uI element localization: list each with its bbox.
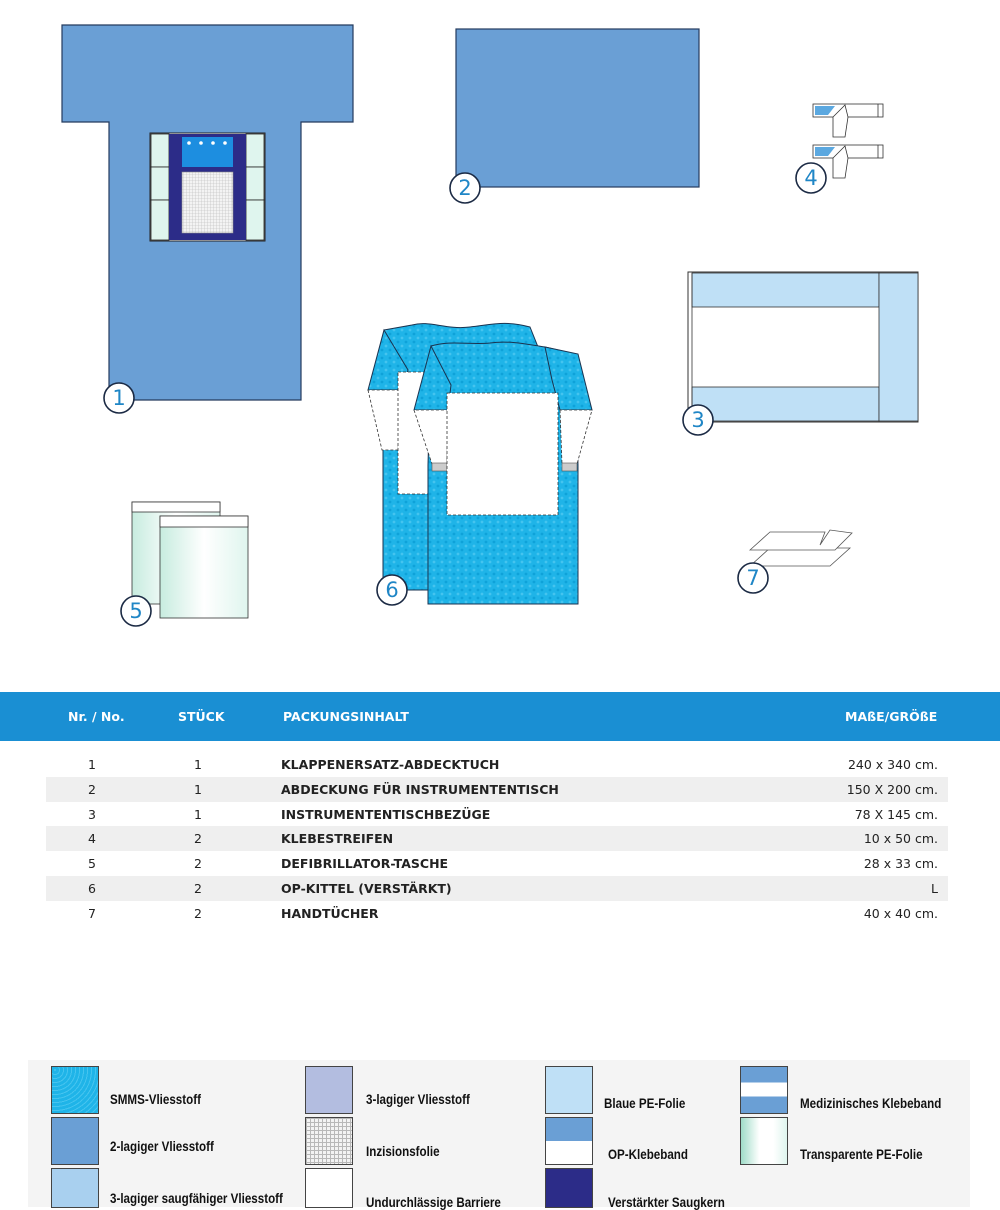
- header-qty: STÜCK: [178, 709, 225, 724]
- legend-label: Medizinisches Klebeband: [800, 1096, 942, 1111]
- item-3-instrument-table-covers-illustration: [688, 272, 918, 422]
- two-layer-swatch: [51, 1117, 99, 1165]
- item-number-badge: [796, 163, 826, 193]
- reinforced-core-swatch: [545, 1168, 593, 1208]
- row-size: 28 x 33 cm.: [863, 856, 938, 872]
- table-row: [46, 802, 948, 827]
- item-2-table-cover-illustration: [456, 29, 699, 187]
- item-number-badge: [683, 405, 713, 435]
- contents-table: [46, 752, 948, 926]
- op-tape-swatch: [545, 1117, 593, 1165]
- table-row: [46, 777, 948, 802]
- row-no: 7: [88, 905, 96, 921]
- row-qty: 1: [194, 806, 202, 822]
- material-legend: [28, 1060, 970, 1210]
- row-name: KLEBESTREIFEN: [281, 831, 394, 847]
- transparent-pe-film-swatch: [740, 1117, 788, 1165]
- three-layer-absorbent-swatch: [51, 1168, 99, 1208]
- header-no: Nr. / No.: [68, 709, 125, 724]
- row-name: DEFIBRILLATOR-TASCHE: [281, 856, 449, 872]
- item-4-tape-illustration: [813, 104, 883, 178]
- row-name: OP-KITTEL (VERSTÄRKT): [281, 880, 452, 896]
- legend-label: OP-Klebeband: [608, 1147, 688, 1162]
- row-name: INSTRUMENTENTISCHBEZÜGE: [281, 806, 491, 822]
- svg-text:6: 6: [385, 578, 399, 602]
- smms-swatch: [51, 1066, 99, 1114]
- header-size: MAßE/GRÖßE: [845, 709, 938, 724]
- row-size: 78 X 145 cm.: [854, 806, 938, 822]
- header-content: PACKUNGSINHALT: [283, 709, 409, 724]
- row-no: 5: [88, 856, 96, 872]
- row-name: KLAPPENERSATZ-ABDECKTUCH: [281, 757, 500, 772]
- item-5-defibrillator-pouches-illustration: [132, 502, 248, 618]
- svg-text:2: 2: [458, 176, 472, 200]
- item-number-badge: [377, 575, 407, 605]
- table-row: [46, 901, 948, 926]
- row-no: 4: [88, 831, 96, 847]
- row-no: 3: [88, 806, 96, 822]
- impermeable-barrier-swatch: [305, 1168, 353, 1208]
- svg-text:1: 1: [112, 386, 126, 410]
- row-qty: 2: [194, 856, 202, 872]
- row-no: 1: [88, 757, 96, 772]
- item-6-gowns-illustration: [368, 323, 592, 604]
- contents-table-header: [0, 692, 1000, 741]
- row-name: ABDECKUNG FÜR INSTRUMENTENTISCH: [281, 781, 559, 797]
- row-size: L: [931, 880, 938, 896]
- legend-label: 3-lagiger Vliesstoff: [366, 1092, 470, 1107]
- row-qty: 2: [194, 831, 202, 847]
- table-row: [46, 826, 948, 851]
- row-qty: 2: [194, 905, 202, 921]
- legend-label: Undurchlässige Barriere: [366, 1195, 501, 1210]
- legend-label: 2-lagiger Vliesstoff: [110, 1139, 214, 1154]
- row-no: 6: [88, 880, 96, 896]
- svg-text:4: 4: [804, 166, 818, 190]
- item-number-badge: [104, 383, 134, 413]
- row-name: HANDTÜCHER: [281, 905, 379, 921]
- svg-text:3: 3: [691, 408, 705, 432]
- svg-text:7: 7: [746, 566, 760, 590]
- row-no: 2: [88, 781, 96, 797]
- item-number-badge: [738, 563, 768, 593]
- row-qty: 1: [194, 781, 202, 797]
- item-1-drape-illustration: [62, 25, 353, 400]
- table-row: [46, 752, 948, 777]
- table-row: [46, 851, 948, 876]
- table-row: [46, 876, 948, 901]
- blue-pe-film-swatch: [545, 1066, 593, 1114]
- svg-text:5: 5: [129, 599, 143, 623]
- row-qty: 1: [194, 757, 202, 772]
- legend-label: Verstärkter Saugkern: [608, 1195, 725, 1210]
- legend-label: SMMS-Vliesstoff: [110, 1092, 201, 1107]
- row-size: 40 x 40 cm.: [863, 905, 938, 921]
- item-7-towels-illustration: [750, 530, 852, 566]
- legend-label: Transparente PE-Folie: [800, 1147, 923, 1162]
- row-size: 150 X 200 cm.: [846, 781, 938, 797]
- legend-label: Blaue PE-Folie: [604, 1096, 686, 1111]
- legend-label: 3-lagiger saugfähiger Vliesstoff: [110, 1191, 283, 1206]
- row-qty: 2: [194, 880, 202, 896]
- medical-tape-swatch: [740, 1066, 788, 1114]
- incision-film-swatch: [305, 1117, 353, 1165]
- three-layer-swatch: [305, 1066, 353, 1114]
- row-size: 240 x 340 cm.: [847, 757, 938, 772]
- item-number-badge: [450, 173, 480, 203]
- row-size: 10 x 50 cm.: [863, 831, 938, 847]
- legend-label: Inzisionsfolie: [366, 1144, 440, 1159]
- item-number-badge: [121, 596, 151, 626]
